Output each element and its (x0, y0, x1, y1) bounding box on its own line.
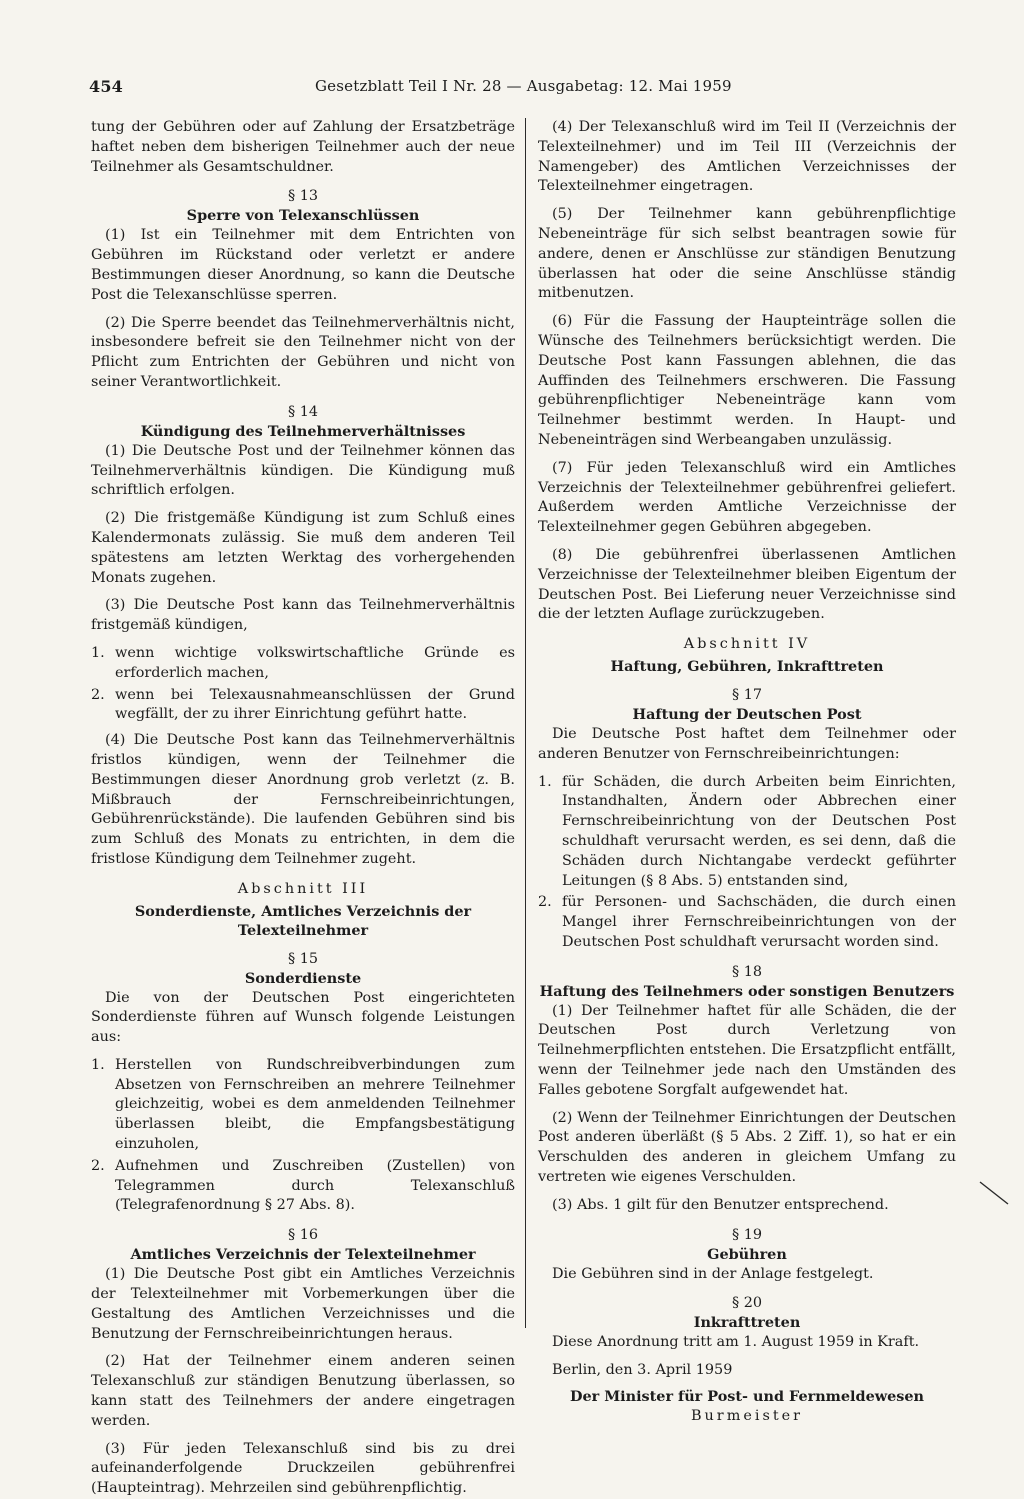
section-18-paragraph-1: (1) Der Teilnehmer haftet für alle Schäden, die der Deutschen Post durch Verletzung von Teilnehmerpflichten entstehen. Die Ersatzpflicht entfällt, wenn der Teilnehmer jede nach den Umständen des Falles gebotene Sorgfalt aufgewendet hat. (538, 1002, 956, 1098)
list-item-number: 1. (91, 1056, 105, 1073)
section-19-number: § 19 (731, 1226, 763, 1243)
abschnitt-4-heading: Abschnitt IV (683, 636, 811, 653)
section-19-text: Die Gebühren sind in der Anlage festgelegt. (552, 1265, 874, 1282)
abschnitt-3-title: Sonderdienste, Amtliches Verzeichnis der Telexteilnehmer (134, 902, 472, 939)
section-16-paragraph-2: (2) Hat der Teilnehmer einem anderen seinen Telexanschluß zur ständigen Benutzung überlassen, so kann statt des Teilnehmers der andere eingetragen werden. (91, 1353, 515, 1429)
list-item (538, 893, 956, 952)
section-17-list (538, 773, 956, 953)
list-item-number: 2. (538, 894, 552, 911)
section-18-paragraph-3: (3) Abs. 1 gilt für den Benutzer entsprechend. (552, 1196, 889, 1213)
section-16-paragraph-4: (4) Der Telexanschluß wird im Teil II (Verzeichnis der Telexteilnehmer) und im Teil III (Verzeichnis der Namengeber) des Amtlichen Verzeichnisses der Telexteilnehmer eingetragen. (538, 119, 956, 195)
header-title: Gesetzblatt Teil I Nr. 28 — Ausgabetag: 12. Mai 1959 (315, 77, 732, 95)
section-16-paragraph-1: (1) Die Deutsche Post gibt ein Amtliches Verzeichnis der Telexteilnehmer mit Vorbemerkungen über die Gestaltung des Amtlichen Verzeichnisses und die Benutzung der Fernschreibeinrichtungen heraus. (91, 1266, 515, 1342)
section-14-paragraph-4: (4) Die Deutsche Post kann das Teilnehmerverhältnis fristlos kündigen, wenn der Teilnehmer die Bestimmungen dieser Anordnung grob verletzt (z. B. Mißbrauch der Fernschreibeinrichtungen, Gebührenrückstände). Die laufenden Gebühren sind bis zum Schluß des Monats zu entrichten, in dem die fristlose Kündigung dem Teilnehmer zugeht. (91, 732, 515, 867)
signer-name: Burmeister (690, 1407, 804, 1424)
section-18-number: § 18 (731, 963, 763, 980)
list-item (91, 686, 515, 726)
section-19-title: Gebühren (707, 1245, 787, 1263)
left-column (91, 118, 515, 1497)
section-16-paragraph-3: (3) Für jeden Telexanschluß sind bis zu drei aufeinanderfolgende Druckzeilen gebührenfrei (Haupteintrag). Mehrzeilen sind gebührenpflichtig. (91, 1440, 515, 1497)
section-14-paragraph-3: (3) Die Deutsche Post kann das Teilnehmerverhältnis fristgemäß kündigen, (91, 597, 515, 634)
section-16-title: Amtliches Verzeichnis der Telexteilnehmer (130, 1246, 476, 1264)
section-13-title: Sperre von Telexanschlüssen (186, 207, 420, 225)
list-item-text: Herstellen von Rundschreibverbindungen zum Absetzen von Fernschreiben an mehrere Teilnehmer gleichzeitig, wobei es dem anmeldenden Teilnehmer überlassen bleibt, die Empfangsbestätigung einzuholen, (115, 1056, 515, 1153)
abschnitt-4-title: Haftung, Gebühren, Inkrafttreten (610, 657, 884, 675)
column-divider (525, 118, 526, 1328)
section-14-paragraph-1: (1) Die Deutsche Post und der Teilnehmer können das Teilnehmerverhältnis kündigen. Die Kündigung muß schriftlich erfolgen. (91, 442, 515, 499)
section-13-paragraph-2: (2) Die Sperre beendet das Teilnehmerverhältnis nicht, insbesondere befreit sie den Teilnehmer nicht von der Pflicht zum Entrichten der Gebühren und nicht von seiner Verantwortlichkeit. (91, 314, 515, 390)
list-item-text: für Schäden, die durch Arbeiten beim Einrichten, Instandhalten, Ändern oder Abbrechen einer Fernschreibeinrichtung von der Deutschen Post schuldhaft verursacht werden, es sei denn, daß die Schäden durch Nichtangabe verdeckt geführter Leitungen (§ 8 Abs. 5) entstanden sind, (562, 773, 956, 889)
section-15-intro: Die von der Deutschen Post eingerichteten Sonderdienste führen auf Wunsch folgende Leistungen aus: (91, 989, 515, 1046)
page-number: 454 (89, 77, 123, 96)
section-20-text: Diese Anordnung tritt am 1. August 1959 in Kraft. (552, 1334, 920, 1351)
section-13-number: § 13 (287, 188, 319, 205)
section-15-number: § 15 (287, 950, 319, 967)
section-16-paragraph-7: (7) Für jeden Telexanschluß wird ein Amtliches Verzeichnis der Telexteilnehmer gebührenfrei geliefert. Außerdem werden Amtliche Verzeichnisse der Telexteilnehmer gegen Gebühren abgegeben. (538, 459, 956, 536)
section-15-title: Sonderdienste (244, 969, 362, 987)
list-item (91, 644, 515, 684)
section-14-number: § 14 (287, 403, 319, 420)
section-17-title: Haftung der Deutschen Post (632, 705, 862, 723)
list-item (91, 1157, 515, 1216)
section-18-paragraph-2: (2) Wenn der Teilnehmer Einrichtungen der Deutschen Post anderen überläßt (§ 5 Abs. 2 Ziff. 1), so hat er ein Verschulden des anderen in gleichem Umfang zu vertreten wie eigenes Verschulden. (538, 1109, 956, 1186)
list-item-text: wenn wichtige volkswirtschaftliche Gründe es erforderlich machen, (115, 644, 515, 681)
section-16-paragraph-8: (8) Die gebührenfrei überlassenen Amtlichen Verzeichnisse der Telexteilnehmer bleiben Eigentum der Deutschen Post. Bei Lieferung neuer Verzeichnisse sind die der letzten Auflage zurückzugeben. (538, 546, 956, 623)
section-14-list (91, 644, 515, 725)
continued-paragraph: tung der Gebühren oder auf Zahlung der Ersatzbeträge haftet neben dem bisherigen Teilnehmer auch der neue Teilnehmer als Gesamtschuldner. (91, 119, 515, 175)
section-16-paragraph-6: (6) Für die Fassung der Haupteinträge sollen die Wünsche des Teilnehmers berücksichtigt werden. Die Deutsche Post kann Fassungen ablehnen, die das Auffinden des Teilnehmers erschweren. Die Fassung gebührenpflichtiger Nebeneinträge kann vom Teilnehmer bestimmt werden. In Haupt- und Nebeneinträgen sind Werbeangaben unzulässig. (538, 313, 956, 448)
place-and-date: Berlin, den 3. April 1959 (552, 1362, 733, 1379)
section-13-paragraph-1: (1) Ist ein Teilnehmer mit dem Entrichten von Gebühren im Rückstand oder verletzt er andere Bestimmungen dieser Anordnung, so kann die Deutsche Post die Telexanschlüsse sperren. (91, 227, 515, 303)
abschnitt-3-heading: Abschnitt III (237, 880, 369, 897)
page-header (89, 77, 739, 101)
margin-pencil-mark (978, 1180, 1014, 1206)
list-item-number: 2. (91, 1157, 105, 1174)
section-14-title: Kündigung des Teilnehmerverhältnisses (140, 422, 466, 440)
right-column (538, 118, 956, 1424)
section-20-title: Inkrafttreten (693, 1314, 801, 1332)
section-17-number: § 17 (731, 686, 763, 703)
section-18-title: Haftung des Teilnehmers oder sonstigen Benutzers (539, 982, 955, 1000)
section-14-paragraph-2: (2) Die fristgemäße Kündigung ist zum Schluß eines Kalendermonats zulässig. Sie muß dem anderen Teil spätestens am letzten Werktag des vorhergehenden Monats zugehen. (91, 510, 515, 586)
list-item-text: für Personen- und Sachschäden, die durch einen Mangel ihrer Fernschreibeinrichtungen von der Deutschen Post schuldhaft verursacht worden sind. (562, 894, 956, 950)
section-15-list (91, 1056, 515, 1216)
list-item-number: 1. (538, 773, 552, 790)
list-item-number: 2. (91, 686, 105, 703)
list-item-text: wenn bei Telexausnahmeanschlüssen der Grund wegfällt, der zu ihrer Einrichtung geführt hatte. (115, 686, 515, 723)
list-item (538, 773, 956, 892)
list-item-number: 1. (91, 644, 105, 661)
section-16-paragraph-5: (5) Der Teilnehmer kann gebührenpflichtige Nebeneinträge für sich selbst beantragen sowie für andere, denen er Anschlüsse zur ständigen Benutzung überlassen hat oder die seine Anschlüsse ständig mitbenutzen. (538, 206, 956, 302)
section-16-number: § 16 (287, 1227, 319, 1244)
list-item-text: Aufnehmen und Zuschreiben (Zustellen) von Telegrammen durch Telexanschluß (Telegrafenordnung § 27 Abs. 8). (115, 1157, 515, 1214)
section-20-number: § 20 (731, 1295, 763, 1312)
section-17-intro: Die Deutsche Post haftet dem Teilnehmer oder anderen Benutzer von Fernschreibeinrichtungen: (538, 725, 956, 762)
minister-title: Der Minister für Post- und Fernmeldewesen (569, 1388, 925, 1406)
list-item (91, 1056, 515, 1155)
